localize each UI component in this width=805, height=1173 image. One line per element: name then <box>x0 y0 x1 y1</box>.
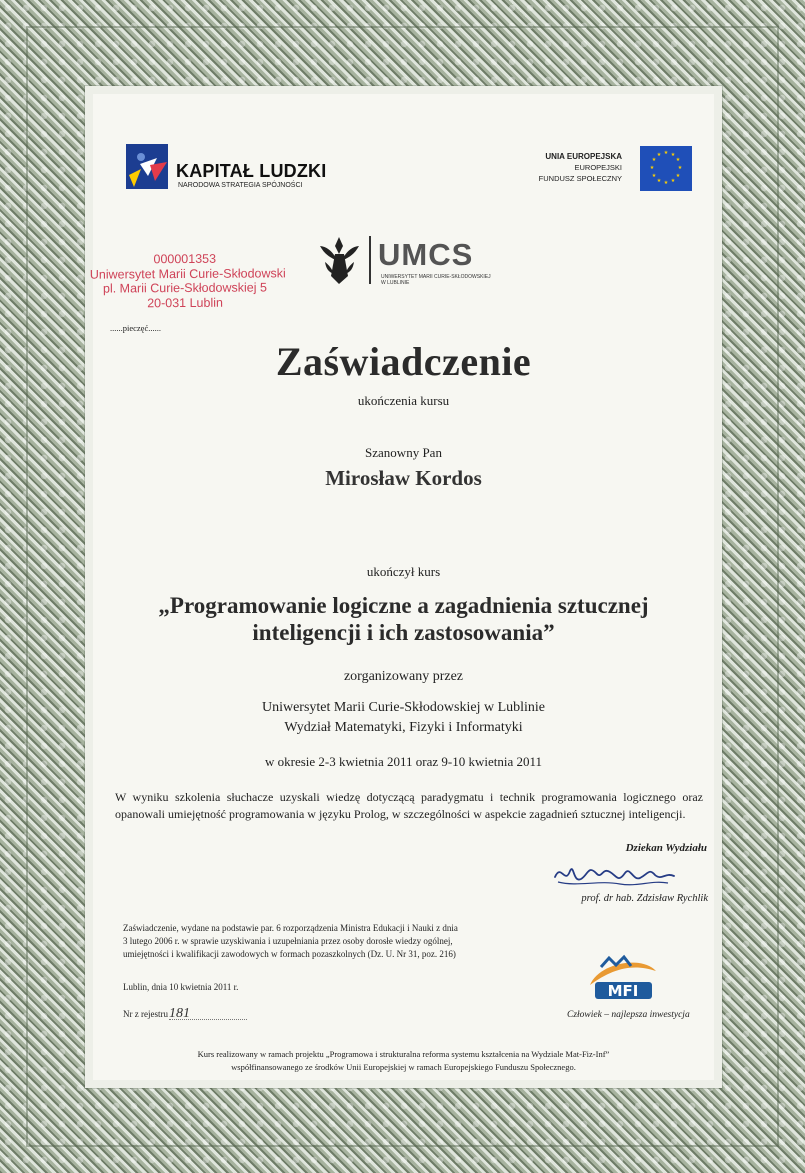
stamp-line-1: 000001353 <box>153 251 217 267</box>
course-dates: w okresie 2-3 kwietnia 2011 oraz 9-10 kwietnia 2011 <box>264 754 543 769</box>
mfi-tagline: Człowiek – najlepsza inwestycja <box>567 1010 690 1020</box>
mfi-logo <box>560 951 695 1031</box>
kapital-ludzki-title: KAPITAŁ LUDZKI <box>176 161 327 181</box>
svg-text:★: ★ <box>651 173 657 179</box>
university-line-2: Wydział Matematyki, Fizyki i Informatyki <box>284 720 523 735</box>
svg-text:★: ★ <box>651 157 657 163</box>
eu-text-block <box>539 151 622 184</box>
recipient-name: Mirosław Kordos <box>325 466 482 490</box>
course-title <box>85 592 722 646</box>
footer-line-1: Kurs realizowany w ramach projektu „Programowa i strukturalna reforma systemu kształcenia na Wydziale Mat-Fiz-Inf” <box>197 1049 610 1059</box>
umcs-subtitle-line-1: UNIWERSYTET MARII CURIE-SKŁODOWSKIEJ <box>381 274 491 280</box>
stamp-caption: ......pieczęć...... <box>110 323 161 333</box>
eu-line-3: FUNDUSZ SPOŁECZNY <box>538 174 622 183</box>
svg-text:★: ★ <box>656 178 662 184</box>
svg-text:★: ★ <box>675 173 681 179</box>
svg-text:★: ★ <box>670 152 676 158</box>
eu-line-2: EUROPEJSKI <box>574 163 622 172</box>
certificate-subtitle: ukończenia kursu <box>357 393 450 408</box>
footer-line-2: współfinansowanego ze środków Unii Europejskiej w ramach Europejskiego Funduszu Społecznego. <box>231 1062 576 1072</box>
project-footer <box>85 1048 722 1074</box>
legal-line-3: umiejętności i kwalifikacji zawodowych w formach pozaszkolnych (Dz. U. Nr 31, poz. 216) <box>123 949 456 959</box>
svg-text:★: ★ <box>675 157 681 163</box>
mfi-wordmark: MFI <box>607 982 639 1000</box>
umcs-logo <box>317 231 492 291</box>
stamp-line-3: pl. Marii Curie-Skłodowskiej 5 <box>102 280 267 296</box>
certificate-paper <box>85 86 722 1088</box>
umcs-subtitle-line-2: W LUBLINIE <box>381 280 410 286</box>
salutation: Szanowny Pan <box>365 445 442 460</box>
dean-signature-block <box>550 842 715 912</box>
legal-line-1: Zaświadczenie, wydane na podstawie par. 6 rozporządzenia Ministra Edukacji i Nauki z dnia <box>123 923 458 933</box>
stamp-line-2: Uniwersytet Marii Curie-Skłodowski <box>89 265 286 282</box>
svg-text:★: ★ <box>663 150 669 156</box>
completed-course-text: ukończył kurs <box>366 564 441 579</box>
svg-text:★: ★ <box>670 178 676 184</box>
eu-line-1: UNIA EUROPEJSKA <box>545 152 622 161</box>
course-title-line-1: „Programowanie logiczne a zagadnienia sztucznej <box>158 593 649 618</box>
eu-flag-icon <box>640 146 692 191</box>
registry-label: Nr z rejestru <box>123 1009 168 1019</box>
organizer-university <box>85 698 722 738</box>
umcs-eagle-icon <box>317 234 362 288</box>
svg-text:★: ★ <box>656 152 662 158</box>
course-description: W wyniku szkolenia słuchacze uzyskali wiedzę dotyczącą paradygmatu i technik programowania logicznego oraz opanowali umiejętność programowania w języku Prolog, w szczególności w aspekcie zagadnień sztucznej inteligencji. <box>115 790 703 821</box>
dean-title: Dziekan Wydziału <box>625 842 707 854</box>
organized-by-text: zorganizowany przez <box>343 669 464 684</box>
umcs-subtitle <box>381 274 491 286</box>
svg-text:★: ★ <box>677 165 683 171</box>
kapital-ludzki-logo-icon <box>123 142 171 192</box>
umcs-wordmark: UMCS <box>378 237 474 272</box>
university-line-1: Uniwersytet Marii Curie-Skłodowskiej w Lublinie <box>261 700 546 715</box>
eu-logo <box>517 146 692 196</box>
dean-signature-icon <box>550 855 690 893</box>
registry-number <box>123 1008 247 1020</box>
legal-line-2: 3 lutego 2006 r. w sprawie uzyskiwania i uzupełniania przez osoby dorosłe wiedzy ogólnej, <box>123 936 453 946</box>
kapital-ludzki-logo <box>123 142 327 197</box>
kapital-ludzki-subtitle: NARODOWA STRATEGIA SPÓJNOŚCI <box>178 182 303 189</box>
place-and-date: Lublin, dnia 10 kwietnia 2011 r. <box>123 982 239 992</box>
certificate-title: Zaświadczenie <box>275 339 532 384</box>
svg-text:★: ★ <box>663 180 669 186</box>
dean-name: prof. dr hab. Zdzisław Rychlik <box>581 893 708 904</box>
umcs-divider-line <box>369 236 371 284</box>
course-title-line-2: inteligencji i ich zastosowania” <box>252 620 555 645</box>
mfi-logo-icon <box>584 951 662 1005</box>
stamp-line-4: 20-031 Lublin <box>147 295 223 310</box>
svg-text:★: ★ <box>649 165 655 171</box>
legal-basis <box>123 922 533 961</box>
registry-value: 181 <box>169 1008 247 1020</box>
